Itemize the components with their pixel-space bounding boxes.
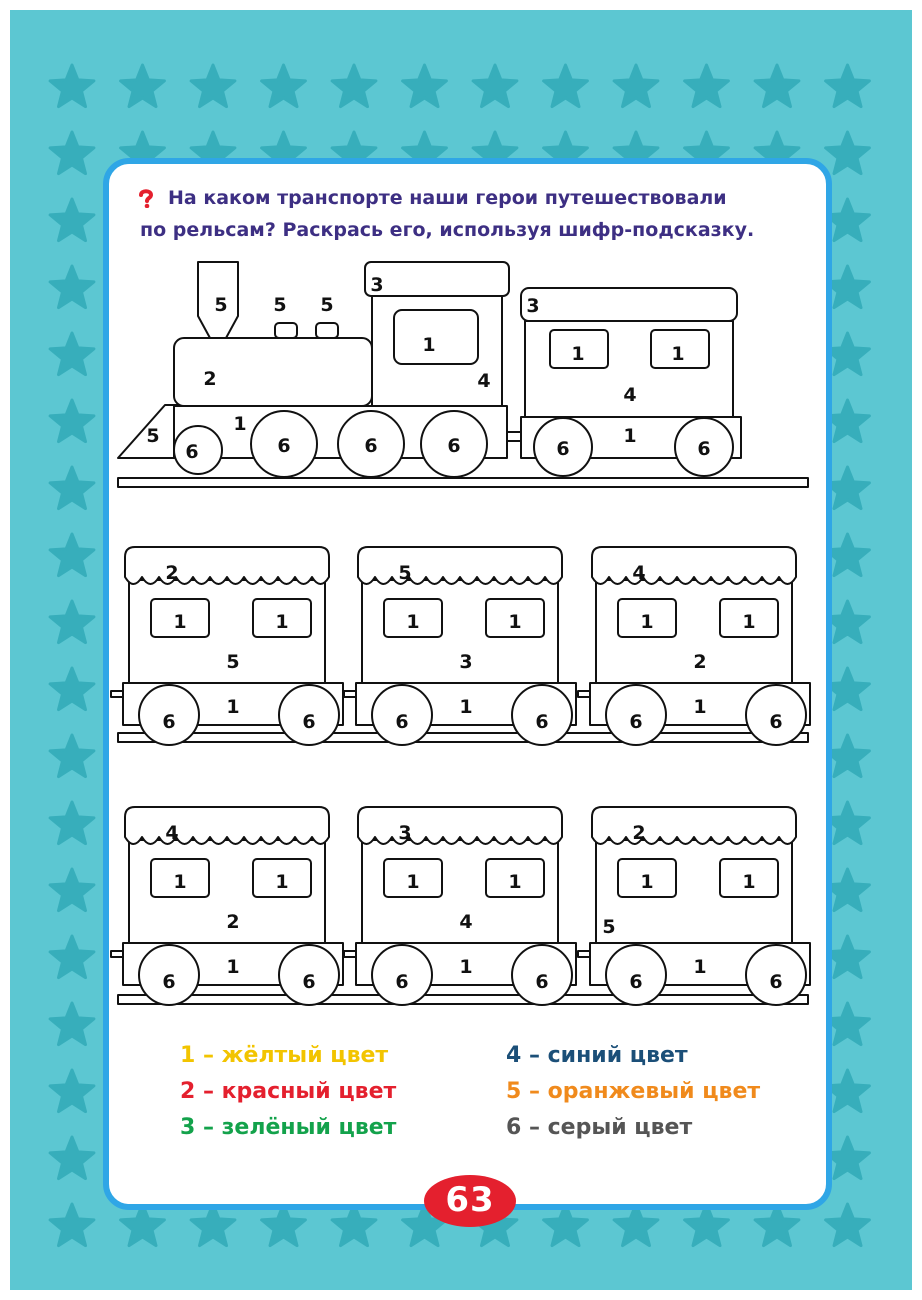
wagon-roof [125,547,329,584]
label-window-right: 1 [742,611,756,633]
label-tender-body: 4 [623,384,637,406]
label-window-right: 1 [508,871,522,893]
label-wagon-roof: 2 [632,822,646,844]
coupler [344,951,356,957]
label-wheel: 6 [395,711,409,733]
coupler [578,951,590,957]
label-dome-2: 5 [320,294,334,316]
label-window-left: 1 [406,611,420,633]
legend-item-1: 1 – жёлтый цвет [180,1043,389,1068]
label-wheel: 6 [162,971,176,993]
coupler [578,691,590,697]
legend-item-2: 2 – красный цвет [180,1079,397,1104]
label-wheel: 6 [556,438,570,460]
label-wheel: 6 [395,971,409,993]
label-wheel: 6 [629,711,643,733]
label-window-right: 1 [508,611,522,633]
rail-3 [118,995,808,1004]
coupler [507,432,521,441]
label-tender-roof: 3 [526,295,540,317]
wagon-roof [358,807,562,844]
coupler [111,951,123,957]
label-wagon-frame: 1 [693,956,707,978]
label-wagon-body: 5 [226,651,240,673]
label-window-right: 1 [275,871,289,893]
label-wheel: 6 [302,971,316,993]
coupler [344,691,356,697]
label-cab-window: 1 [422,334,436,356]
wagon-roof [592,807,796,844]
label-window-left: 1 [173,871,187,893]
dome-1 [275,323,297,338]
label-window-left: 1 [173,611,187,633]
label-wagon-roof: 4 [632,562,646,584]
label-cab-body: 4 [477,370,491,392]
label-window-left: 1 [640,611,654,633]
label-wheel: 6 [277,435,291,457]
label-wheel: 6 [535,971,549,993]
task-line-1: На каком транспорте наши герои путешествовали [168,187,727,209]
label-wheel: 6 [302,711,316,733]
label-chimney: 5 [214,294,228,316]
label-wagon-body: 2 [693,651,707,673]
label-window-right: 1 [742,871,756,893]
legend-item-4: 4 – синий цвет [506,1043,688,1068]
label-wagon-roof: 4 [165,822,179,844]
page-background [10,10,912,1290]
label-wheel: 6 [364,435,378,457]
label-wagon-roof: 5 [398,562,412,584]
label-wagon-body: 3 [459,651,473,673]
cab-roof [365,262,509,296]
rail-1 [118,478,808,487]
wagon-roof [592,547,796,584]
label-wheel: 6 [629,971,643,993]
cab-window [394,310,478,364]
label-wheel: 6 [769,971,783,993]
tender-roof [521,288,737,321]
label-wheel: 6 [447,435,461,457]
legend-item-6: 6 – серый цвет [506,1115,693,1140]
label-boiler: 2 [203,368,217,390]
legend-item-5: 5 – оранжевый цвет [506,1079,761,1104]
label-wheel: 6 [697,438,711,460]
wagon-rows [111,547,810,1005]
dome-2 [316,323,338,338]
label-wheel: 6 [185,441,199,463]
label-window-left: 1 [406,871,420,893]
label-window-right: 1 [275,611,289,633]
label-wagon-frame: 1 [459,956,473,978]
label-wagon-frame: 1 [226,696,240,718]
page-number: 63 [445,1180,495,1220]
train-drawing [10,10,912,1290]
task-line-2: по рельсам? Раскрась его, используя шифр-подсказку. [140,219,755,241]
label-wagon-frame: 1 [693,696,707,718]
rail-2 [118,733,808,742]
label-wagon-roof: 2 [165,562,179,584]
wagon-roof [125,807,329,844]
label-wheel: 6 [769,711,783,733]
label-window-left: 1 [640,871,654,893]
legend-item-3: 3 – зелёный цвет [180,1115,397,1140]
label-tender-frame: 1 [623,425,637,447]
label-tender-window-right: 1 [671,343,685,365]
label-wagon-roof: 3 [398,822,412,844]
label-tender-window-left: 1 [571,343,585,365]
label-wheel: 6 [535,711,549,733]
label-dome-1: 5 [273,294,287,316]
label-loco-frame: 1 [233,413,247,435]
label-wagon-frame: 1 [226,956,240,978]
label-wheel: 6 [162,711,176,733]
label-wagon-body: 5 [602,916,616,938]
label-cowcatcher: 5 [146,425,160,447]
label-wagon-body: 2 [226,911,240,933]
coupler [111,691,123,697]
wagon-roof [358,547,562,584]
label-wagon-body: 4 [459,911,473,933]
label-wagon-frame: 1 [459,696,473,718]
label-cab-roof: 3 [370,274,384,296]
